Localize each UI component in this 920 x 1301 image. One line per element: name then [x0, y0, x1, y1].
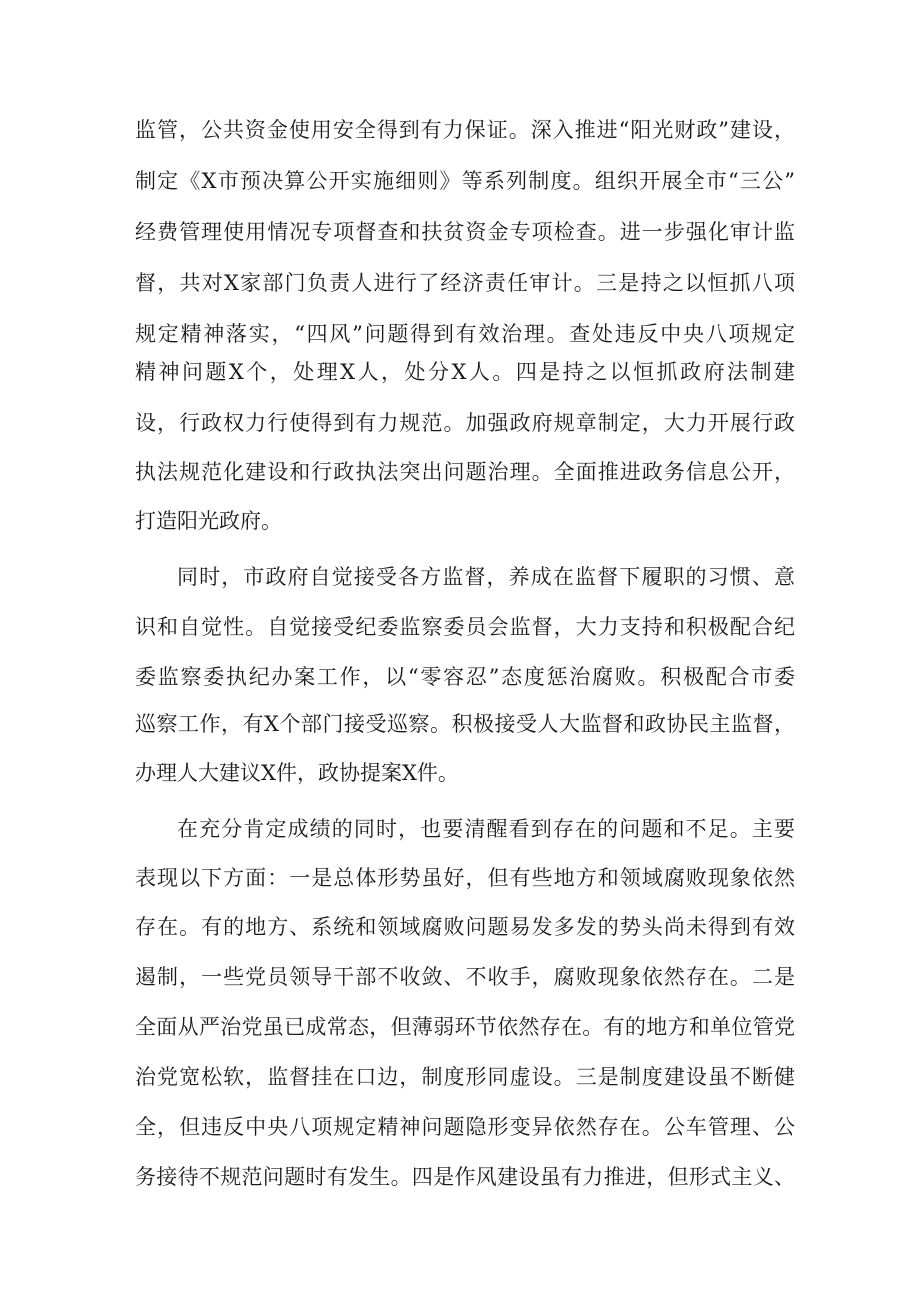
paragraph-3-line-6: 治党宽松软，监督挂在口边，制度形同虚设。三是制度建设虽不断健: [135, 1065, 795, 1089]
paragraph-3-line-2: 表现以下方面：一是总体形势虽好，但有些地方和领域腐败现象依然: [135, 866, 795, 890]
paragraph-3-line-1: 在充分肯定成绩的同时，也要清醒看到存在的问题和不足。主要: [177, 817, 795, 841]
paragraph-1-line-4: 督，共对X家部门负责人进行了经济责任审计。三是持之以恒抓八项: [135, 271, 795, 295]
paragraph-1-line-8: 执法规范化建设和行政执法突出问题治理。全面推进政务信息公开，: [135, 460, 795, 484]
paragraph-1-line-9: 打造阳光政府。: [135, 509, 282, 533]
paragraph-3-line-4: 遏制，一些党员领导干部不收敛、不收手，腐败现象依然存在。二是: [135, 965, 795, 989]
paragraph-1-line-5: 规定精神落实，“四风”问题得到有效治理。查处违反中央八项规定: [135, 322, 795, 346]
paragraph-3-line-3: 存在。有的地方、系统和领域腐败问题易发多发的势头尚未得到有效: [135, 915, 795, 939]
paragraph-1-line-1: 监管，公共资金使用安全得到有力保证。深入推进“阳光财政”建设，: [135, 118, 795, 142]
paragraph-1-line-7: 设，行政权力行使得到有力规范。加强政府规章制定，大力开展行政: [135, 411, 795, 435]
paragraph-2-line-1: 同时，市政府自觉接受各方监督，养成在监督下履职的习惯、意: [177, 565, 795, 589]
paragraph-3-line-8: 务接待不规范问题时有发生。四是作风建设虽有力推进，但形式主义、: [135, 1165, 795, 1189]
paragraph-2-line-2: 识和自觉性。自觉接受纪委监察委员会监督，大力支持和积极配合纪: [135, 615, 795, 639]
paragraph-2-line-4: 巡察工作，有X个部门接受巡察。积极接受人大监督和政协民主监督，: [135, 712, 795, 736]
paragraph-1-line-6: 精神问题X个，处理X人，处分X人。四是持之以恒抓政府法制建: [135, 360, 795, 384]
paragraph-1-line-3: 经费管理使用情况专项督查和扶贫资金专项检查。进一步强化审计监: [135, 220, 795, 244]
paragraph-2-line-3: 委监察委执纪办案工作，以“零容忍”态度惩治腐败。积极配合市委: [135, 665, 795, 689]
paragraph-1-line-2: 制定《X市预决算公开实施细则》等系列制度。组织开展全市“三公”: [135, 169, 795, 193]
paragraph-2-line-5: 办理人大建议X件，政协提案X件。: [135, 761, 459, 785]
paragraph-3-line-7: 全，但违反中央八项规定精神问题隐形变异依然存在。公车管理、公: [135, 1115, 795, 1139]
paragraph-3-line-5: 全面从严治党虽已成常态，但薄弱环节依然存在。有的地方和单位管党: [135, 1015, 795, 1039]
